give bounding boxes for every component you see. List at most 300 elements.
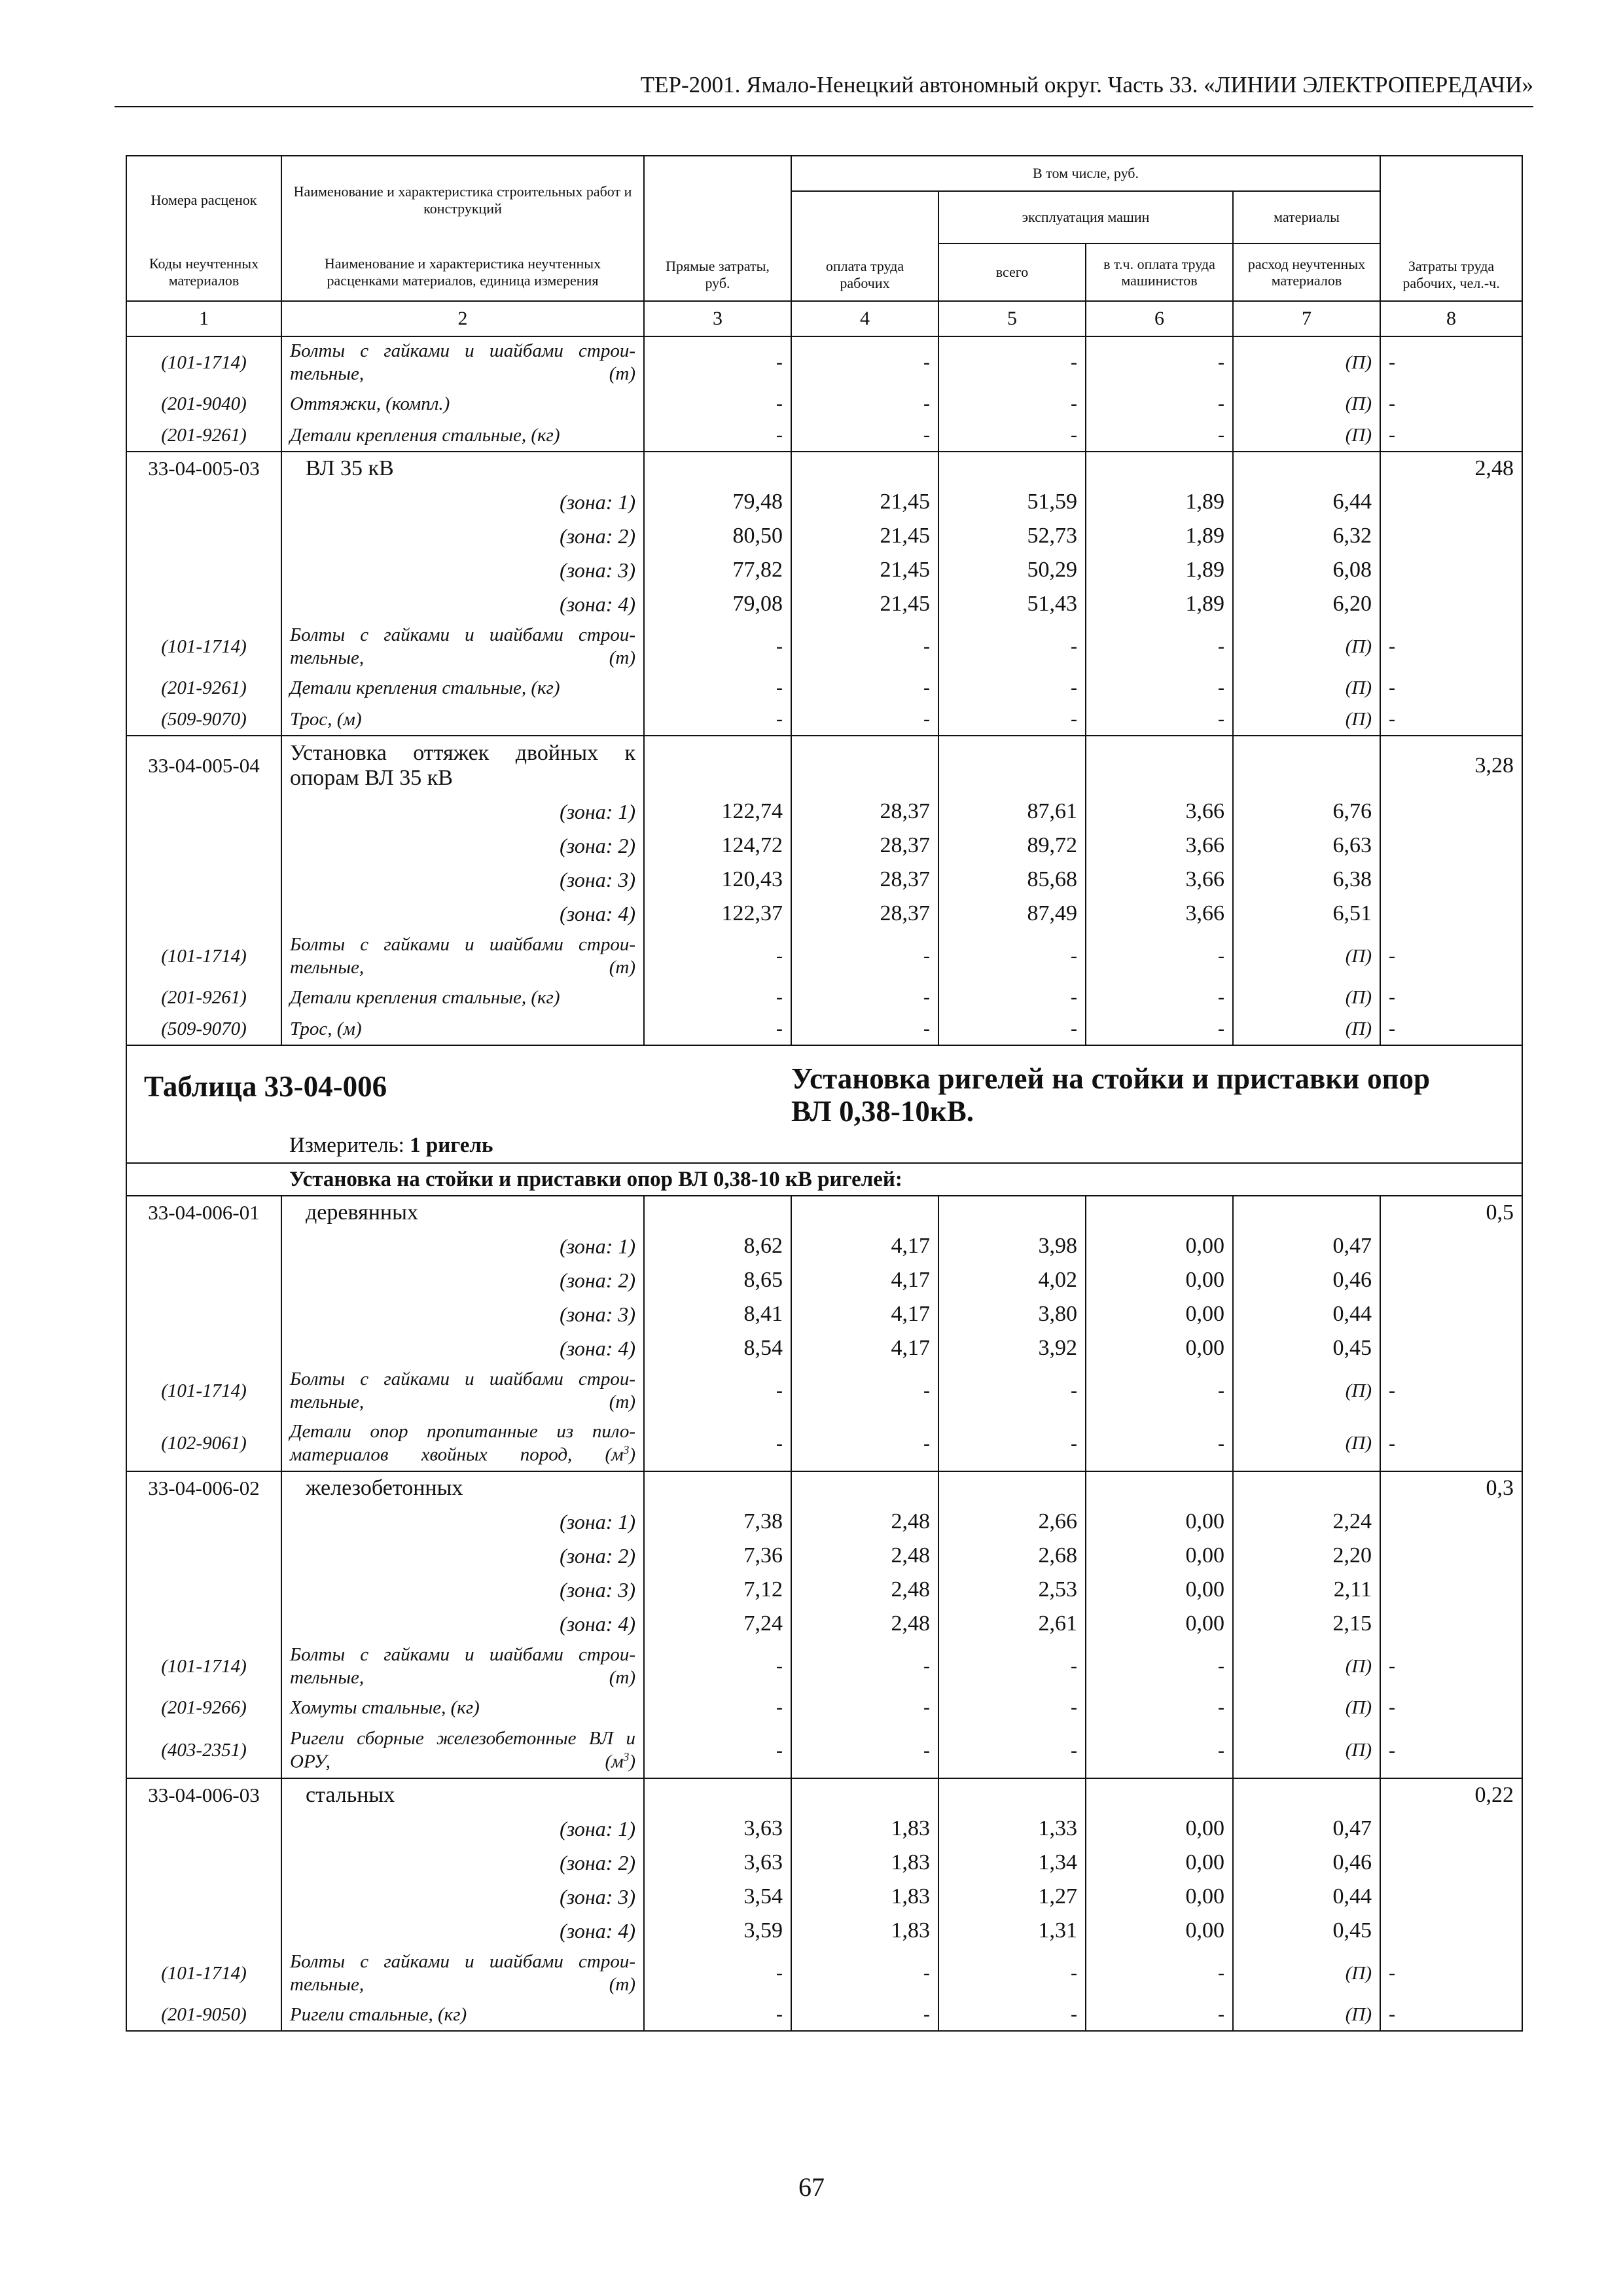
dash: - (791, 1723, 938, 1778)
table-header (126, 156, 1522, 336)
zone-row (126, 1263, 1522, 1297)
material-name: Болты с гайками и шайбами строи-тельные, (т) (281, 336, 644, 388)
operator-wages: 0,00 (1086, 1846, 1233, 1880)
zone-row (126, 1812, 1522, 1846)
wages: 1,83 (791, 1914, 938, 1948)
zone-row (126, 1880, 1522, 1914)
unaccounted-mark: (П) (1233, 1692, 1380, 1723)
unit-exponent: 3 (623, 1443, 630, 1457)
zone-row (126, 1229, 1522, 1263)
labor-cost: 3,28 (1380, 736, 1522, 795)
machines-total: 2,68 (938, 1539, 1086, 1573)
zone-row (126, 795, 1522, 829)
dash: - (644, 336, 791, 388)
wages: 28,37 (791, 795, 938, 829)
operator-wages: 0,00 (1086, 1229, 1233, 1263)
material-row (126, 982, 1522, 1013)
direct-costs: 8,41 (644, 1297, 791, 1331)
dash: - (644, 1416, 791, 1471)
rate-code: 33-04-005-04 (126, 736, 281, 795)
unaccounted-mark: (П) (1233, 704, 1380, 736)
material-code: (509-9070) (126, 704, 281, 736)
zone-label: (зона: 1) (281, 1229, 644, 1263)
dash: - (644, 1948, 791, 1999)
zone-label: (зона: 3) (281, 1880, 644, 1914)
direct-costs: 80,50 (644, 519, 791, 553)
direct-costs: 122,37 (644, 897, 791, 931)
zone-row (126, 1846, 1522, 1880)
material-name: Болты с гайками и шайбами строи-тельные, (т) (281, 1365, 644, 1416)
material-row (126, 1013, 1522, 1045)
materials: 2,15 (1233, 1607, 1380, 1641)
direct-costs: 8,62 (644, 1229, 791, 1263)
direct-costs: 122,74 (644, 795, 791, 829)
zone-label: (зона: 4) (281, 1607, 644, 1641)
dash: - (938, 388, 1086, 420)
wages: 4,17 (791, 1331, 938, 1365)
operator-wages: 1,89 (1086, 587, 1233, 621)
dash: - (1086, 621, 1233, 672)
material-code: (102-9061) (126, 1416, 281, 1471)
dash: - (938, 982, 1086, 1013)
dash: - (791, 704, 938, 736)
material-row (126, 672, 1522, 704)
dash: - (644, 621, 791, 672)
dash: - (644, 388, 791, 420)
materials: 6,76 (1233, 795, 1380, 829)
direct-costs: 3,63 (644, 1812, 791, 1846)
col-material-name-header: Наименование и характеристика неучтенных расценками материалов, единица измерения (281, 243, 644, 301)
operator-wages: 0,00 (1086, 1812, 1233, 1846)
operator-wages: 0,00 (1086, 1297, 1233, 1331)
operator-wages: 3,66 (1086, 795, 1233, 829)
materials: 6,44 (1233, 485, 1380, 519)
machines-total: 52,73 (938, 519, 1086, 553)
dash: - (791, 1948, 938, 1999)
material-row (126, 1723, 1522, 1778)
material-name: Детали крепления стальные, (кг) (281, 982, 644, 1013)
zone-row (126, 1297, 1522, 1331)
col-number: 2 (281, 301, 644, 336)
material-code: (201-9266) (126, 1692, 281, 1723)
rate-name: деревянных (281, 1196, 644, 1229)
machines-total: 3,80 (938, 1297, 1086, 1331)
material-code: (101-1714) (126, 621, 281, 672)
unaccounted-mark: (П) (1233, 1723, 1380, 1778)
materials: 2,24 (1233, 1505, 1380, 1539)
dash: - (644, 931, 791, 982)
col-material-codes-header: Коды неучтенных материалов (126, 243, 281, 301)
direct-costs: 8,54 (644, 1331, 791, 1365)
zone-label: (зона: 4) (281, 1914, 644, 1948)
zone-label: (зона: 3) (281, 1573, 644, 1607)
col-number: 1 (126, 301, 281, 336)
unaccounted-mark: (П) (1233, 931, 1380, 982)
dash: - (1380, 1948, 1522, 1999)
direct-costs: 79,08 (644, 587, 791, 621)
wages: 4,17 (791, 1297, 938, 1331)
dash: - (791, 1013, 938, 1045)
material-row (126, 1365, 1522, 1416)
rate-block-33-04-005-04 (126, 736, 1522, 1045)
dash: - (1086, 1692, 1233, 1723)
direct-costs: 79,48 (644, 485, 791, 519)
materials: 0,45 (1233, 1331, 1380, 1365)
meter (281, 1129, 1522, 1163)
material-code: (101-1714) (126, 1365, 281, 1416)
dash: - (1086, 1999, 1233, 2031)
dash: - (938, 1723, 1086, 1778)
materials: 0,46 (1233, 1263, 1380, 1297)
direct-costs: 77,82 (644, 553, 791, 587)
materials: 6,63 (1233, 829, 1380, 863)
dash: - (791, 388, 938, 420)
direct-costs: 3,63 (644, 1846, 791, 1880)
machines-total: 3,92 (938, 1331, 1086, 1365)
material-name: Болты с гайками и шайбами строи-тельные, (т) (281, 1641, 644, 1692)
wages: 2,48 (791, 1607, 938, 1641)
material-row (126, 1416, 1522, 1471)
material-name: Оттяжки, (компл.) (281, 388, 644, 420)
material-name: Трос, (м) (281, 1013, 644, 1045)
dash: - (1086, 1723, 1233, 1778)
dash: - (791, 1999, 938, 2031)
dash: - (644, 1723, 791, 1778)
dash: - (644, 1999, 791, 2031)
operator-wages: 0,00 (1086, 1880, 1233, 1914)
direct-costs: 3,59 (644, 1914, 791, 1948)
zone-label: (зона: 1) (281, 1505, 644, 1539)
materials: 6,51 (1233, 897, 1380, 931)
material-code: (509-9070) (126, 1013, 281, 1045)
zone-label: (зона: 3) (281, 1297, 644, 1331)
zone-label: (зона: 4) (281, 1331, 644, 1365)
table-title: Установка ригелей на стойки и приставки опор ВЛ 0,38-10кВ. (791, 1045, 1522, 1129)
materials: 6,20 (1233, 587, 1380, 621)
dash: - (1086, 1365, 1233, 1416)
dash: - (938, 1013, 1086, 1045)
unaccounted-mark: (П) (1233, 982, 1380, 1013)
machines-total: 89,72 (938, 829, 1086, 863)
wages: 1,83 (791, 1846, 938, 1880)
col-rate-number-header: Номера расценок (126, 156, 281, 243)
page-number: 67 (798, 2172, 825, 2202)
zone-row (126, 519, 1522, 553)
zone-row (126, 897, 1522, 931)
dash: - (1086, 672, 1233, 704)
unaccounted-mark: (П) (1233, 1416, 1380, 1471)
dash: - (938, 1999, 1086, 2031)
materials: 0,47 (1233, 1812, 1380, 1846)
operator-wages: 0,00 (1086, 1263, 1233, 1297)
rate-code: 33-04-006-02 (126, 1471, 281, 1505)
unaccounted-mark: (П) (1233, 388, 1380, 420)
dash: - (938, 672, 1086, 704)
zone-label: (зона: 2) (281, 1263, 644, 1297)
dash: - (1380, 672, 1522, 704)
wages: 2,48 (791, 1573, 938, 1607)
dash: - (1086, 1013, 1233, 1045)
labor-cost: 0,3 (1380, 1471, 1522, 1505)
dash: - (1380, 1365, 1522, 1416)
material-row (126, 1641, 1522, 1692)
dash: - (791, 1365, 938, 1416)
machines-total: 87,49 (938, 897, 1086, 931)
material-name: Трос, (м) (281, 704, 644, 736)
material-code: (201-9050) (126, 1999, 281, 2031)
dash: - (1380, 1692, 1522, 1723)
material-name: Болты с гайками и шайбами строи-тельные, (т) (281, 1948, 644, 1999)
material-name (281, 1723, 644, 1778)
machines-total: 1,34 (938, 1846, 1086, 1880)
direct-costs: 124,72 (644, 829, 791, 863)
zone-label: (зона: 2) (281, 519, 644, 553)
zone-row (126, 553, 1522, 587)
table-caption: Таблица 33-04-006 (126, 1045, 791, 1129)
zone-label: (зона: 1) (281, 1812, 644, 1846)
dash: - (791, 336, 938, 388)
material-name: Детали крепления стальные, (кг) (281, 420, 644, 452)
operator-wages: 1,89 (1086, 519, 1233, 553)
zone-label: (зона: 2) (281, 829, 644, 863)
materials: 6,38 (1233, 863, 1380, 897)
including-header: В том числе, руб. (791, 156, 1380, 191)
col-direct-costs-header: Прямые затраты, руб. (644, 156, 791, 301)
operator-wages: 0,00 (1086, 1505, 1233, 1539)
wages: 28,37 (791, 829, 938, 863)
material-row (126, 704, 1522, 736)
wages: 4,17 (791, 1263, 938, 1297)
dash: - (644, 672, 791, 704)
dash: - (791, 621, 938, 672)
machines-total: 1,33 (938, 1812, 1086, 1846)
wages: 21,45 (791, 519, 938, 553)
material-row (126, 1692, 1522, 1723)
direct-costs: 7,24 (644, 1607, 791, 1641)
operator-wages: 3,66 (1086, 897, 1233, 931)
materials: 0,46 (1233, 1846, 1380, 1880)
material-name: Хомуты стальные, (кг) (281, 1692, 644, 1723)
dash: - (1380, 420, 1522, 452)
material-name: Болты с гайками и шайбами строи-тельные, (т) (281, 931, 644, 982)
material-code: (201-9261) (126, 982, 281, 1013)
dash: - (938, 704, 1086, 736)
zone-row (126, 587, 1522, 621)
machines-header: эксплуатация машин (938, 191, 1233, 243)
zone-label: (зона: 3) (281, 863, 644, 897)
zone-row (126, 485, 1522, 519)
material-name: Ригели стальные, (кг) (281, 1999, 644, 2031)
machines-total: 4,02 (938, 1263, 1086, 1297)
table-006-heading (126, 1045, 1522, 1196)
running-header: ТЕР-2001. Ямало-Ненецкий автономный округ. Часть 33. «ЛИНИИ ЭЛЕКТРОПЕРЕДАЧИ» (115, 72, 1533, 107)
unaccounted-mark: (П) (1233, 336, 1380, 388)
col-labor-header: Затраты труда рабочих, чел.-ч. (1380, 156, 1522, 301)
direct-costs: 120,43 (644, 863, 791, 897)
dash: - (1086, 1416, 1233, 1471)
rate-block-33-04-006-03 (126, 1778, 1522, 2031)
table-subtitle: Установка на стойки и приставки опор ВЛ 0,38-10 кВ ригелей: (281, 1163, 1522, 1196)
dash: - (1086, 1948, 1233, 1999)
dash: - (1086, 704, 1233, 736)
rate-code: 33-04-006-01 (126, 1196, 281, 1229)
material-code: (101-1714) (126, 1641, 281, 1692)
operator-wages: 0,00 (1086, 1573, 1233, 1607)
materials: 0,47 (1233, 1229, 1380, 1263)
wages: 2,48 (791, 1539, 938, 1573)
rate-block-33-04-006-01 (126, 1196, 1522, 1471)
dash: - (1380, 982, 1522, 1013)
material-row (126, 621, 1522, 672)
operator-wages: 1,89 (1086, 553, 1233, 587)
dash: - (791, 672, 938, 704)
wages: 28,37 (791, 863, 938, 897)
machines-total: 1,31 (938, 1914, 1086, 1948)
material-row (126, 388, 1522, 420)
rate-block-33-04-006-02 (126, 1471, 1522, 1778)
machines-total: 3,98 (938, 1229, 1086, 1263)
zone-label: (зона: 1) (281, 795, 644, 829)
zone-label: (зона: 4) (281, 587, 644, 621)
wages: 21,45 (791, 587, 938, 621)
unaccounted-mark: (П) (1233, 1365, 1380, 1416)
rate-name-line2: опорам ВЛ 35 кВ (290, 765, 453, 790)
col-work-name-header: Наименование и характеристика строительных работ и конструкций (281, 156, 644, 243)
material-row (126, 1999, 1522, 2031)
dash: - (644, 1692, 791, 1723)
machines-total: 85,68 (938, 863, 1086, 897)
zone-label: (зона: 2) (281, 1539, 644, 1573)
dash: - (644, 982, 791, 1013)
material-name-text: Ригели сборные железобетонные ВЛ и ОРУ, (м (290, 1728, 635, 1772)
dash: - (938, 1416, 1086, 1471)
materials-header: материалы (1233, 191, 1380, 243)
unaccounted-mark: (П) (1233, 420, 1380, 452)
materials: 0,45 (1233, 1914, 1380, 1948)
col-wages-header: оплата труда рабочих (791, 191, 938, 301)
zone-row (126, 1914, 1522, 1948)
dash: - (791, 420, 938, 452)
col-machines-total-header: всего (938, 243, 1086, 301)
rate-block-continuation (126, 336, 1522, 452)
dash: - (938, 931, 1086, 982)
material-code: (201-9040) (126, 388, 281, 420)
machines-total: 1,27 (938, 1880, 1086, 1914)
operator-wages: 0,00 (1086, 1607, 1233, 1641)
materials: 6,32 (1233, 519, 1380, 553)
unaccounted-mark: (П) (1233, 621, 1380, 672)
direct-costs: 3,54 (644, 1880, 791, 1914)
zone-row (126, 1607, 1522, 1641)
operator-wages: 0,00 (1086, 1914, 1233, 1948)
dash: - (1380, 1999, 1522, 2031)
zone-row (126, 1331, 1522, 1365)
material-code: (201-9261) (126, 420, 281, 452)
meter-value: 1 ригель (410, 1134, 493, 1157)
direct-costs: 8,65 (644, 1263, 791, 1297)
material-name: Болты с гайками и шайбами строи-тельные, (т) (281, 621, 644, 672)
dash: - (1086, 982, 1233, 1013)
machines-total: 2,53 (938, 1573, 1086, 1607)
col-number: 4 (791, 301, 938, 336)
unaccounted-mark: (П) (1233, 672, 1380, 704)
dash: - (938, 336, 1086, 388)
machines-total: 2,66 (938, 1505, 1086, 1539)
unit-tail: ) (629, 1444, 635, 1465)
dash: - (791, 1692, 938, 1723)
dash: - (644, 420, 791, 452)
zone-label: (зона: 1) (281, 485, 644, 519)
materials: 0,44 (1233, 1297, 1380, 1331)
zone-label: (зона: 4) (281, 897, 644, 931)
labor-cost: 0,22 (1380, 1778, 1522, 1812)
wages: 1,83 (791, 1880, 938, 1914)
materials: 6,08 (1233, 553, 1380, 587)
unit-exponent: 3 (623, 1750, 630, 1764)
dash: - (1380, 1013, 1522, 1045)
dash: - (791, 1641, 938, 1692)
dash: - (1380, 388, 1522, 420)
col-material-consumption-header: расход неучтенных материалов (1233, 243, 1380, 301)
dash: - (644, 704, 791, 736)
material-name-text: Детали опор пропитанные из пило-материалов хвойных пород, (м (290, 1421, 635, 1465)
unaccounted-mark: (П) (1233, 1013, 1380, 1045)
material-row (126, 420, 1522, 452)
dash: - (644, 1013, 791, 1045)
material-name (281, 1416, 644, 1471)
col-number: 5 (938, 301, 1086, 336)
rate-code: 33-04-005-03 (126, 452, 281, 485)
rate-code: 33-04-006-03 (126, 1778, 281, 1812)
rate-block-33-04-005-03 (126, 452, 1522, 736)
wages: 1,83 (791, 1812, 938, 1846)
machines-total: 51,43 (938, 587, 1086, 621)
materials: 0,44 (1233, 1880, 1380, 1914)
zone-row (126, 1573, 1522, 1607)
col-number: 6 (1086, 301, 1233, 336)
dash: - (1380, 1641, 1522, 1692)
operator-wages: 0,00 (1086, 1331, 1233, 1365)
wages: 21,45 (791, 485, 938, 519)
zone-row (126, 829, 1522, 863)
dash: - (644, 1641, 791, 1692)
zone-row (126, 863, 1522, 897)
unit-tail: ) (629, 1751, 635, 1772)
col-number: 8 (1380, 301, 1522, 336)
dash: - (938, 420, 1086, 452)
material-code: (101-1714) (126, 336, 281, 388)
material-row (126, 336, 1522, 388)
rates-table (126, 155, 1523, 2032)
direct-costs: 7,12 (644, 1573, 791, 1607)
machines-total: 2,61 (938, 1607, 1086, 1641)
unaccounted-mark: (П) (1233, 1999, 1380, 2031)
wages: 21,45 (791, 553, 938, 587)
dash: - (1380, 621, 1522, 672)
zone-label: (зона: 3) (281, 553, 644, 587)
unaccounted-mark: (П) (1233, 1641, 1380, 1692)
material-name: Детали крепления стальные, (кг) (281, 672, 644, 704)
rate-name: железобетонных (281, 1471, 644, 1505)
zone-row (126, 1539, 1522, 1573)
operator-wages: 0,00 (1086, 1539, 1233, 1573)
dash: - (791, 1416, 938, 1471)
operator-wages: 1,89 (1086, 485, 1233, 519)
dash: - (1380, 336, 1522, 388)
col-number: 7 (1233, 301, 1380, 336)
zone-label: (зона: 2) (281, 1846, 644, 1880)
rate-name: стальных (281, 1778, 644, 1812)
